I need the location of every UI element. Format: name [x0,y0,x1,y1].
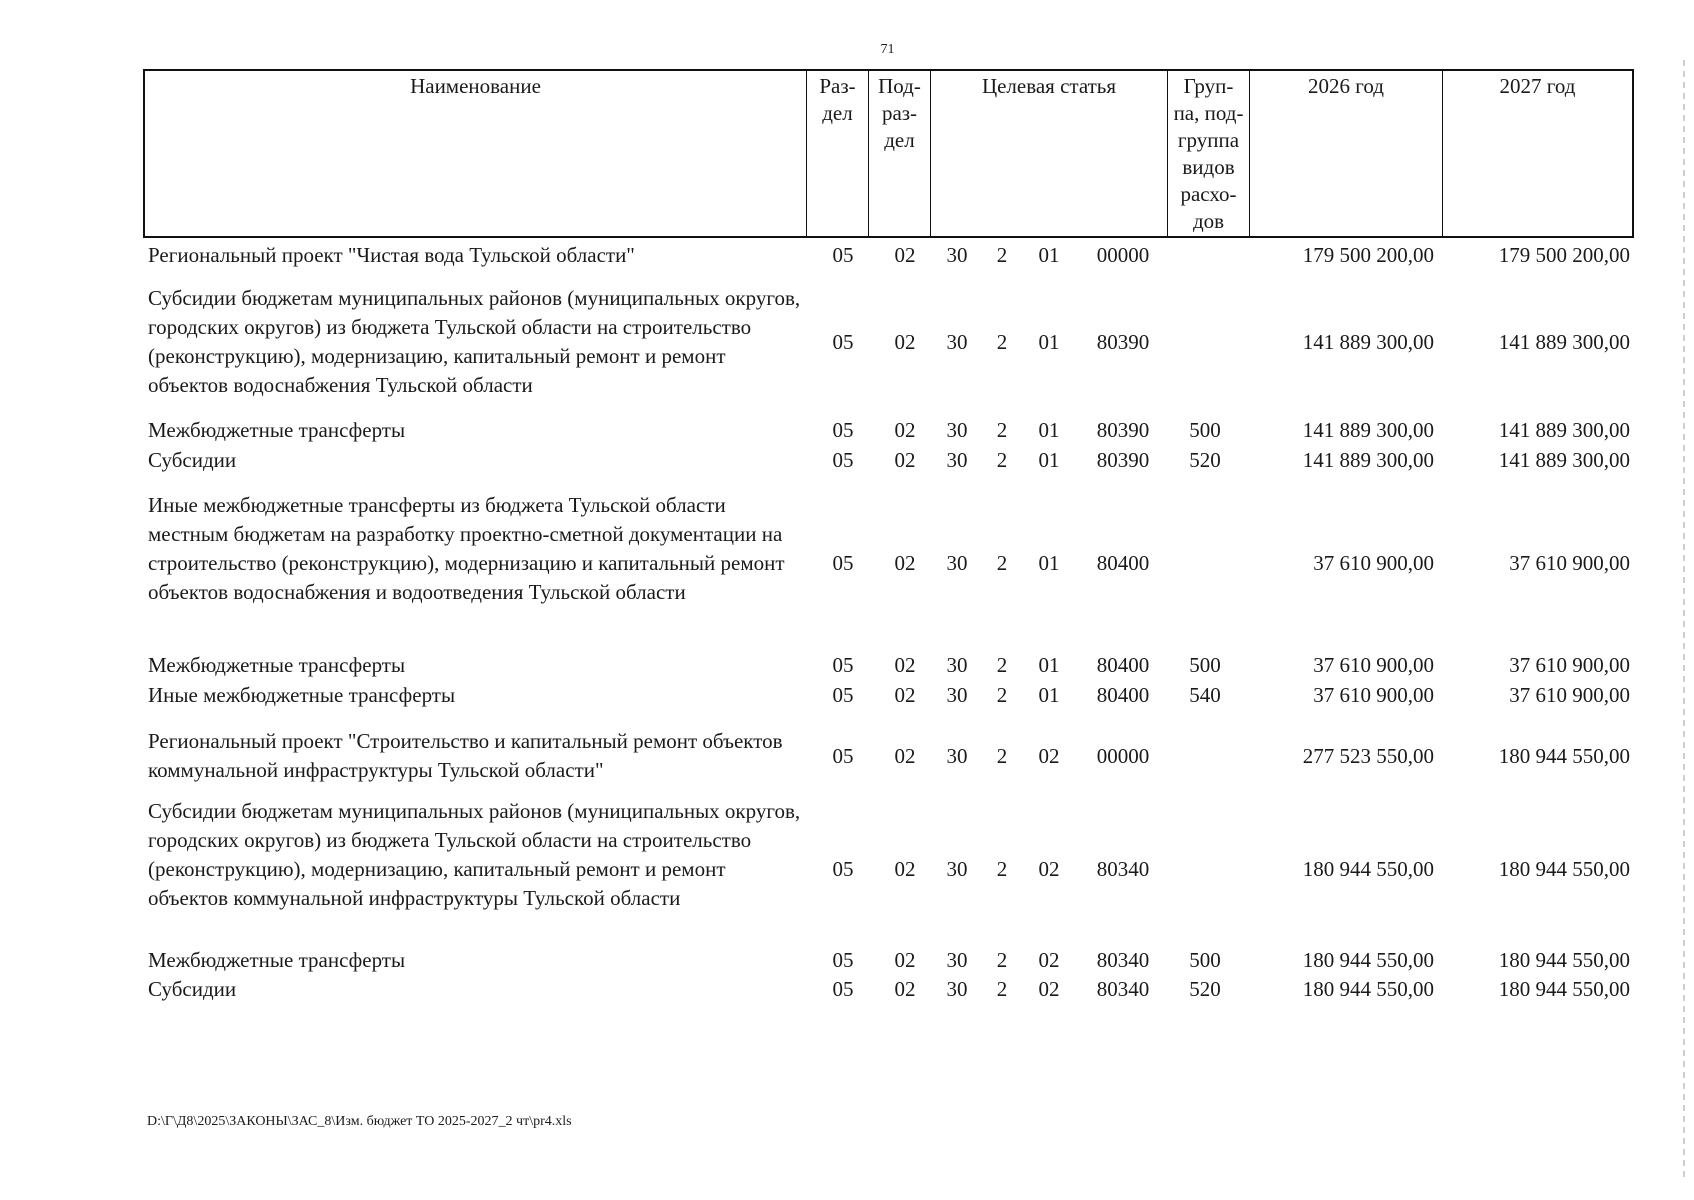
header-gruppa-vidov: Груп-па, под-группа видов расхо-дов [1168,71,1250,236]
cell-target-2: 2 [996,329,1008,354]
header-tselevaya-statya: Целевая статья [931,71,1168,236]
cell-target-3: 01 [1038,551,1060,575]
cell-2026: 37 610 900,00 [1313,683,1434,707]
cell-target-1: 30 [946,551,968,575]
cell-podrazdel: 02 [894,329,916,354]
cell-2026: 180 944 550,00 [1302,857,1434,881]
cell-target-3: 02 [1038,948,1060,972]
cell-2027: 180 944 550,00 [1498,948,1630,972]
header-year-2026: 2026 год [1250,71,1443,236]
header-podrazdel: Под-раз-дел [869,71,931,236]
cell-2027: 179 500 200,00 [1498,243,1630,267]
cell-name: Региональный проект "Строительство и капитальный ремонт объектов коммунальной инфраструктуры Тульской области" [148,729,783,782]
cell-2027: 37 610 900,00 [1509,653,1630,677]
cell-2026: 180 944 550,00 [1302,948,1434,972]
header-razdel: Раз-дел [807,71,869,236]
cell-target-3: 01 [1038,653,1060,677]
cell-razdel: 05 [832,418,854,442]
cell-target-1: 30 [946,243,968,267]
cell-name: Субсидии бюджетам муниципальных районов (муниципальных округов, городских округов) из бюджета Тульской области на строительство (реконструкцию), модернизацию, капитальный ремонт и ремонт объектов водоснабжения Тульской области [148,286,801,397]
cell-vid: 520 [1189,448,1221,472]
cell-target-3: 01 [1038,329,1060,354]
cell-2026: 141 889 300,00 [1302,418,1434,442]
cell-target-3: 02 [1038,977,1060,1001]
cell-target-4: 80400 [1096,683,1150,707]
cell-2026: 37 610 900,00 [1313,653,1434,677]
cell-razdel: 05 [832,683,854,707]
cell-2027: 141 889 300,00 [1498,329,1630,354]
table-header [143,69,1634,238]
cell-target-2: 2 [996,653,1008,677]
cell-razdel: 05 [832,948,854,972]
cell-target-1: 30 [946,857,968,881]
cell-target-2: 2 [996,743,1008,768]
cell-name: Межбюджетные трансферты [148,948,406,972]
cell-target-1: 30 [946,653,968,677]
page-number: 71 [880,42,895,57]
cell-2027: 180 944 550,00 [1498,857,1630,881]
cell-target-2: 2 [996,243,1008,267]
cell-target-1: 30 [946,977,968,1001]
cell-target-3: 02 [1038,857,1060,881]
cell-target-4: 80390 [1096,448,1150,472]
cell-razdel: 05 [832,243,854,267]
cell-vid: 540 [1189,683,1221,707]
file-path: D:\Г\Д8\2025\ЗАКОНЫ\ЗАС_8\Изм. бюджет ТО 2025-2027_2 чт\pr4.xls [147,1114,572,1129]
cell-podrazdel: 02 [894,948,916,972]
cell-target-1: 30 [946,329,968,354]
cell-vid: 500 [1189,653,1221,677]
cell-name: Иные межбюджетные трансферты [148,683,456,707]
cell-name: Межбюджетные трансферты [148,653,406,677]
cell-target-4: 00000 [1096,743,1150,768]
cell-target-3: 02 [1038,743,1060,768]
cell-target-4: 80400 [1096,551,1150,575]
header-year-2027: 2027 год [1499,74,1576,98]
cell-target-3: 01 [1038,683,1060,707]
cell-vid: 520 [1189,977,1221,1001]
cell-target-1: 30 [946,683,968,707]
cell-razdel: 05 [832,329,854,354]
cell-name: Субсидии [148,448,237,472]
cell-razdel: 05 [832,743,854,768]
cell-name: Субсидии бюджетам муниципальных районов (муниципальных округов, городских округов) из бюджета Тульской области на строительство (реконструкцию), модернизацию, капитальный ремонт и ремонт объектов коммунальной инфраструктуры Тульской области [148,799,801,910]
cell-2027: 141 889 300,00 [1498,418,1630,442]
cell-target-4: 80390 [1096,418,1150,442]
cell-podrazdel: 02 [894,448,916,472]
cell-2027: 37 610 900,00 [1509,683,1630,707]
cell-name: Иные межбюджетные трансферты из бюджета Тульской области местным бюджетам на разработку проектно-сметной документации на строительство (реконструкцию), модернизацию и капитальный ремонт объектов водоснабжения и водоотведения Тульской области [148,493,785,604]
cell-name: Субсидии [148,977,237,1001]
cell-podrazdel: 02 [894,653,916,677]
cell-podrazdel: 02 [894,683,916,707]
cell-target-2: 2 [996,683,1008,707]
cell-2027: 141 889 300,00 [1498,448,1630,472]
cell-2027: 180 944 550,00 [1498,743,1630,768]
cell-target-2: 2 [996,448,1008,472]
scan-edge-artifact [1683,60,1685,1180]
cell-podrazdel: 02 [894,743,916,768]
cell-2026: 141 889 300,00 [1302,329,1434,354]
header-name: Наименование [145,71,807,236]
cell-target-4: 80340 [1096,857,1150,881]
cell-razdel: 05 [832,551,854,575]
cell-podrazdel: 02 [894,977,916,1001]
cell-target-4: 80390 [1096,329,1150,354]
cell-podrazdel: 02 [894,243,916,267]
cell-2027: 37 610 900,00 [1509,551,1630,575]
cell-name: Региональный проект "Чистая вода Тульской области" [148,243,635,267]
cell-name: Межбюджетные трансферты [148,418,406,442]
cell-target-4: 80340 [1096,948,1150,972]
cell-target-4: 00000 [1096,243,1150,267]
cell-2026: 277 523 550,00 [1302,743,1434,768]
cell-podrazdel: 02 [894,857,916,881]
cell-2026: 141 889 300,00 [1302,448,1434,472]
cell-target-3: 01 [1038,418,1060,442]
cell-2026: 179 500 200,00 [1302,243,1434,267]
cell-razdel: 05 [832,977,854,1001]
cell-podrazdel: 02 [894,418,916,442]
cell-target-1: 30 [946,418,968,442]
cell-target-2: 2 [996,948,1008,972]
cell-2027: 180 944 550,00 [1498,977,1630,1001]
cell-target-1: 30 [946,948,968,972]
cell-target-1: 30 [946,448,968,472]
cell-razdel: 05 [832,653,854,677]
cell-target-2: 2 [996,857,1008,881]
cell-razdel: 05 [832,448,854,472]
cell-target-2: 2 [996,977,1008,1001]
cell-target-4: 80340 [1096,977,1150,1001]
cell-2026: 37 610 900,00 [1313,551,1434,575]
cell-target-3: 01 [1038,448,1060,472]
cell-vid: 500 [1189,948,1221,972]
cell-podrazdel: 02 [894,551,916,575]
cell-target-3: 01 [1038,243,1060,267]
cell-target-1: 30 [946,743,968,768]
cell-target-4: 80400 [1096,653,1150,677]
cell-razdel: 05 [832,857,854,881]
cell-2026: 180 944 550,00 [1302,977,1434,1001]
cell-target-2: 2 [996,551,1008,575]
cell-target-2: 2 [996,418,1008,442]
cell-vid: 500 [1189,418,1221,442]
